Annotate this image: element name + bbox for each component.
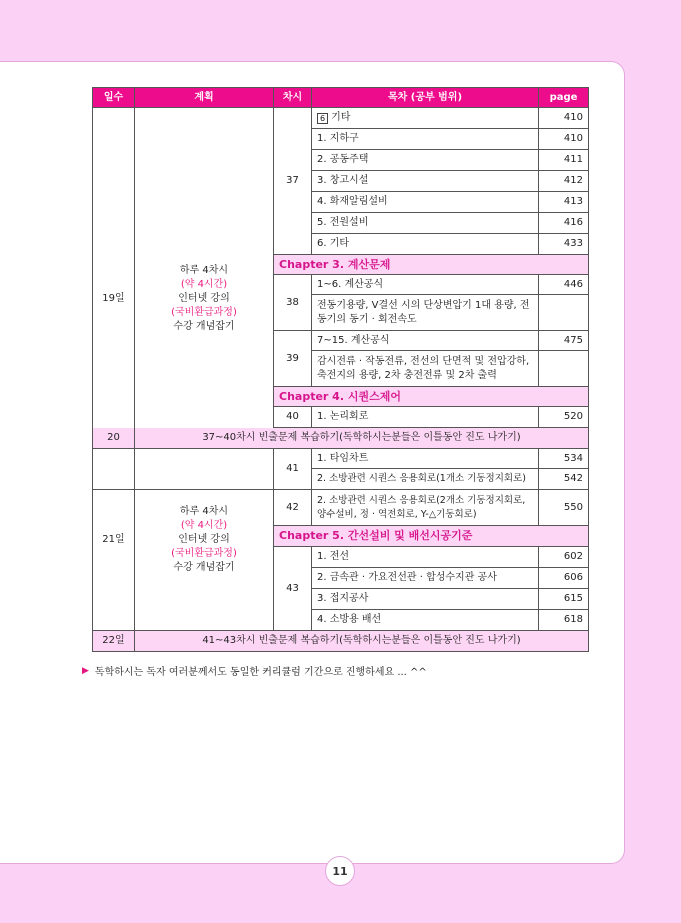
page-number: 11 [325,856,355,886]
footer-note [82,663,427,678]
study-schedule-table [92,87,589,652]
page-cell: 446 [539,275,589,295]
header-plan: 계획 [135,88,274,108]
page-cell: 433 [539,234,589,255]
plan-line: (약 4시간) [180,278,228,290]
page-cell: 606 [539,568,589,589]
plan-line: 인터넷 강의 [178,533,230,545]
plan-line: 하루 4차시 [179,264,229,276]
page-cell: 618 [539,610,589,631]
plan-line: (국비환급과정) [171,547,237,559]
plan-line: 하루 4차시 [179,505,229,517]
plan-line: (약 4시간) [180,519,228,531]
header-session: 차시 [274,88,312,108]
page-cell: 534 [539,449,589,469]
day-21-plan [135,449,274,631]
toc-item: 7~15. 계산공식 [312,331,539,351]
session-43: 43 [274,547,312,631]
session-40: 40 [274,407,312,428]
chapter-4-heading: Chapter 4. 시퀀스제어 [274,387,589,407]
toc-item: 1. 논리회로 [312,407,539,428]
plan-line: 수강 개념잡기 [173,320,235,332]
toc-item: 5. 전원설비 [312,213,539,234]
session-39: 39 [274,331,312,387]
page-cell-empty [539,351,589,387]
toc-item: 1. 타임차트 [312,449,539,469]
page-cell: 410 [539,108,589,129]
day-21-cell: 21일 [93,449,135,631]
page-cell: 411 [539,150,589,171]
toc-item: 2. 금속관 · 가요전선관 · 합성수지관 공사 [312,568,539,589]
toc-item: 3. 접지공사 [312,589,539,610]
page-cell: 615 [539,589,589,610]
header-page: page [539,88,589,108]
plan-line: 수강 개념잡기 [173,561,235,573]
session-42: 42 [274,490,312,526]
toc-item [312,108,539,129]
day-22-cell: 22일 [93,631,135,652]
toc-item: 전동기용량, V결선 시의 단상변압기 1대 용량, 전동기의 동기 · 회전속도 [312,295,539,331]
triangle-bullet-icon: ▶ [82,665,89,676]
page-cell: 475 [539,331,589,351]
toc-item: 2. 소방관련 시퀀스 응용회로(2개소 기동정지회로, 양수설비, 정 · 역전회로, Y-△기동회로) [312,490,539,526]
chapter-3-heading: Chapter 3. 계산문제 [274,255,589,275]
page-cell: 602 [539,547,589,568]
footer-note-text: 독학하시는 독자 여러분께서도 동일한 커리큘럼 기간으로 진행하세요 ... ^^ [94,667,427,678]
header-day: 일수 [93,88,135,108]
toc-item: 1. 지하구 [312,129,539,150]
day-20-review: 37~40차시 빈출문제 복습하기(독학하시는분들은 이틀동안 진도 나가기) [135,428,589,449]
page-cell: 520 [539,407,589,428]
toc-item: 2. 소방관련 시퀀스 응용회로(1개소 기동정지회로) [312,469,539,490]
toc-item: 1. 전선 [312,547,539,568]
toc-item: 감시전류 · 작동전류, 전선의 단면적 및 전압강하, 축전지의 용량, 2차 충전전류 및 2차 출력 [312,351,539,387]
page-cell-empty [539,295,589,331]
chapter-5-heading: Chapter 5. 간선설비 및 배선시공기준 [274,526,589,547]
toc-item: 6. 기타 [312,234,539,255]
session-37: 37 [274,108,312,255]
page-cell: 550 [539,490,589,526]
toc-item: 4. 소방용 배선 [312,610,539,631]
toc-item: 2. 공동주택 [312,150,539,171]
toc-label: 기타 [331,112,351,123]
session-41: 41 [274,449,312,490]
toc-item: 1~6. 계산공식 [312,275,539,295]
page-cell: 416 [539,213,589,234]
toc-item: 4. 화재알림설비 [312,192,539,213]
page-cell: 410 [539,129,589,150]
toc-item: 3. 창고시설 [312,171,539,192]
page-cell: 413 [539,192,589,213]
session-38: 38 [274,275,312,331]
page-cell: 542 [539,469,589,490]
page-cell: 412 [539,171,589,192]
day-20-cell: 20 [93,428,135,449]
plan-line: 인터넷 강의 [178,292,230,304]
day-22-review: 41~43차시 빈출문제 복습하기(독학하시는분들은 이틀동안 진도 나가기) [135,631,589,652]
plan-line: (국비환급과정) [171,306,237,318]
day-19-cell: 19일 [93,108,135,490]
header-toc: 목차 (공부 범위) [312,88,539,108]
section-number-box: 6 [317,113,328,124]
